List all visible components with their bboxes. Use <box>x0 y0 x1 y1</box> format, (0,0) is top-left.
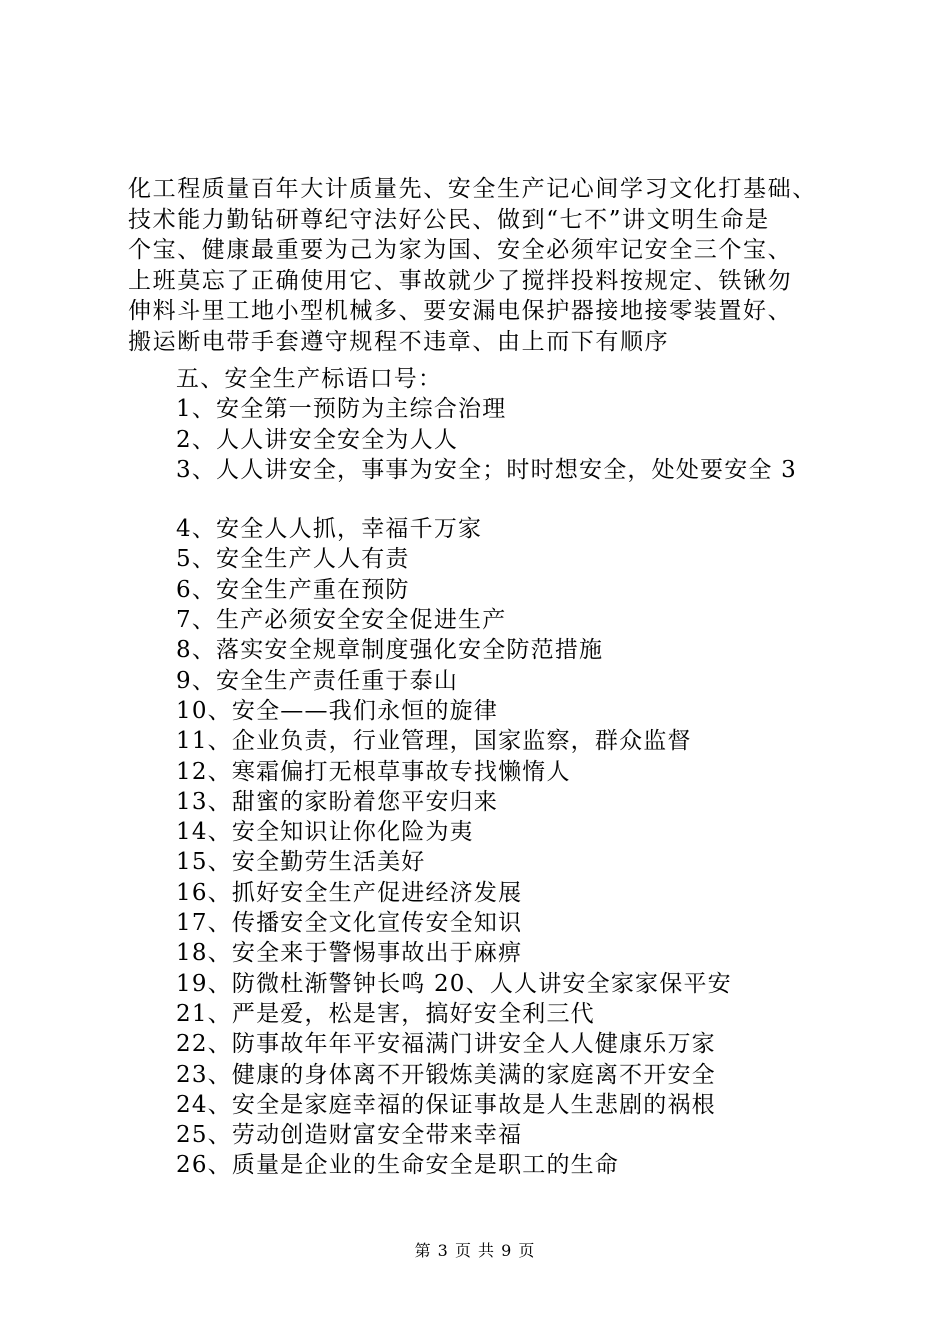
paragraph-line: 搬运断电带手套遵守规程不违章、由上而下有顺序 <box>128 328 670 355</box>
slogan-item: 7、生产必须安全安全促进生产 <box>176 607 507 634</box>
paragraph-line: 上班莫忘了正确使用它、事故就少了搅拌投料按规定、铁锹勿 <box>128 267 793 294</box>
slogan-item: 5、安全生产人人有责 <box>176 546 410 573</box>
paragraph-line: 个宝、健康最重要为己为家为国、安全必须牢记安全三个宝、 <box>128 237 793 263</box>
slogan-item: 22、防事故年年平安福满门讲安全人人健康乐万家 <box>176 1031 716 1058</box>
paragraph-line: 技术能力勤钻研尊纪守法好公民、做到“七不”讲文明生命是 <box>128 206 770 233</box>
blank-line <box>176 485 856 514</box>
slogan-item: 21、严是爱，松是害，搞好安全利三代 <box>176 1000 595 1027</box>
slogan-item: 9、安全生产责任重于泰山 <box>176 667 459 694</box>
slogan-item: 3、人人讲安全，事事为安全；时时想安全，处处要安全 3 <box>176 456 797 483</box>
slogan-item: 16、抓好安全生产促进经济发展 <box>176 879 523 906</box>
slogan-item: 12、寒霜偏打无根草事故专找懒惰人 <box>176 758 571 785</box>
slogan-item: 15、安全勤劳生活美好 <box>176 849 426 876</box>
slogan-item: 23、健康的身体离不开锻炼美满的家庭离不开安全 <box>176 1061 716 1088</box>
slogan-item: 14、安全知识让你化险为夷 <box>176 819 474 846</box>
slogan-item: 1、安全第一预防为主综合治理 <box>176 396 507 423</box>
slogan-item: 2、人人讲安全安全为人人 <box>176 426 459 453</box>
slogan-item: 17、传播安全文化宣传安全知识 <box>176 910 523 937</box>
section-heading: 五、安全生产标语口号： <box>176 366 443 392</box>
slogan-item: 13、甜蜜的家盼着您平安归来 <box>176 788 499 815</box>
slogan-item: 25、劳动创造财富安全带来幸福 <box>176 1122 523 1149</box>
slogan-list <box>176 364 856 1181</box>
slogan-item: 10、安全——我们永恒的旋律 <box>176 697 499 724</box>
slogan-item: 6、安全生产重在预防 <box>176 576 410 603</box>
body-paragraph <box>128 174 828 357</box>
paragraph-line: 伸料斗里工地小型机械多、要安漏电保护器接地接零装置好、 <box>128 298 793 324</box>
slogan-item: 24、安全是家庭幸福的保证事故是人生悲剧的祸根 <box>176 1091 716 1118</box>
slogan-item: 19、防微杜渐警钟长鸣 20、人人讲安全家家保平安 <box>176 970 732 997</box>
slogan-item: 4、安全人人抓，幸福千万家 <box>176 516 483 543</box>
paragraph-line: 化工程质量百年大计质量先、安全生产记心间学习文化打基础、 <box>128 176 817 202</box>
page-number-footer: 第 3 页 共 9 页 <box>414 1241 536 1260</box>
slogan-item: 11、企业负责，行业管理，国家监察，群众监督 <box>176 728 692 755</box>
slogan-item: 26、质量是企业的生命安全是职工的生命 <box>176 1152 620 1179</box>
slogan-item: 8、落实安全规章制度强化安全防范措施 <box>176 637 604 664</box>
slogan-item: 18、安全来于警惕事故出于麻痹 <box>176 940 523 967</box>
